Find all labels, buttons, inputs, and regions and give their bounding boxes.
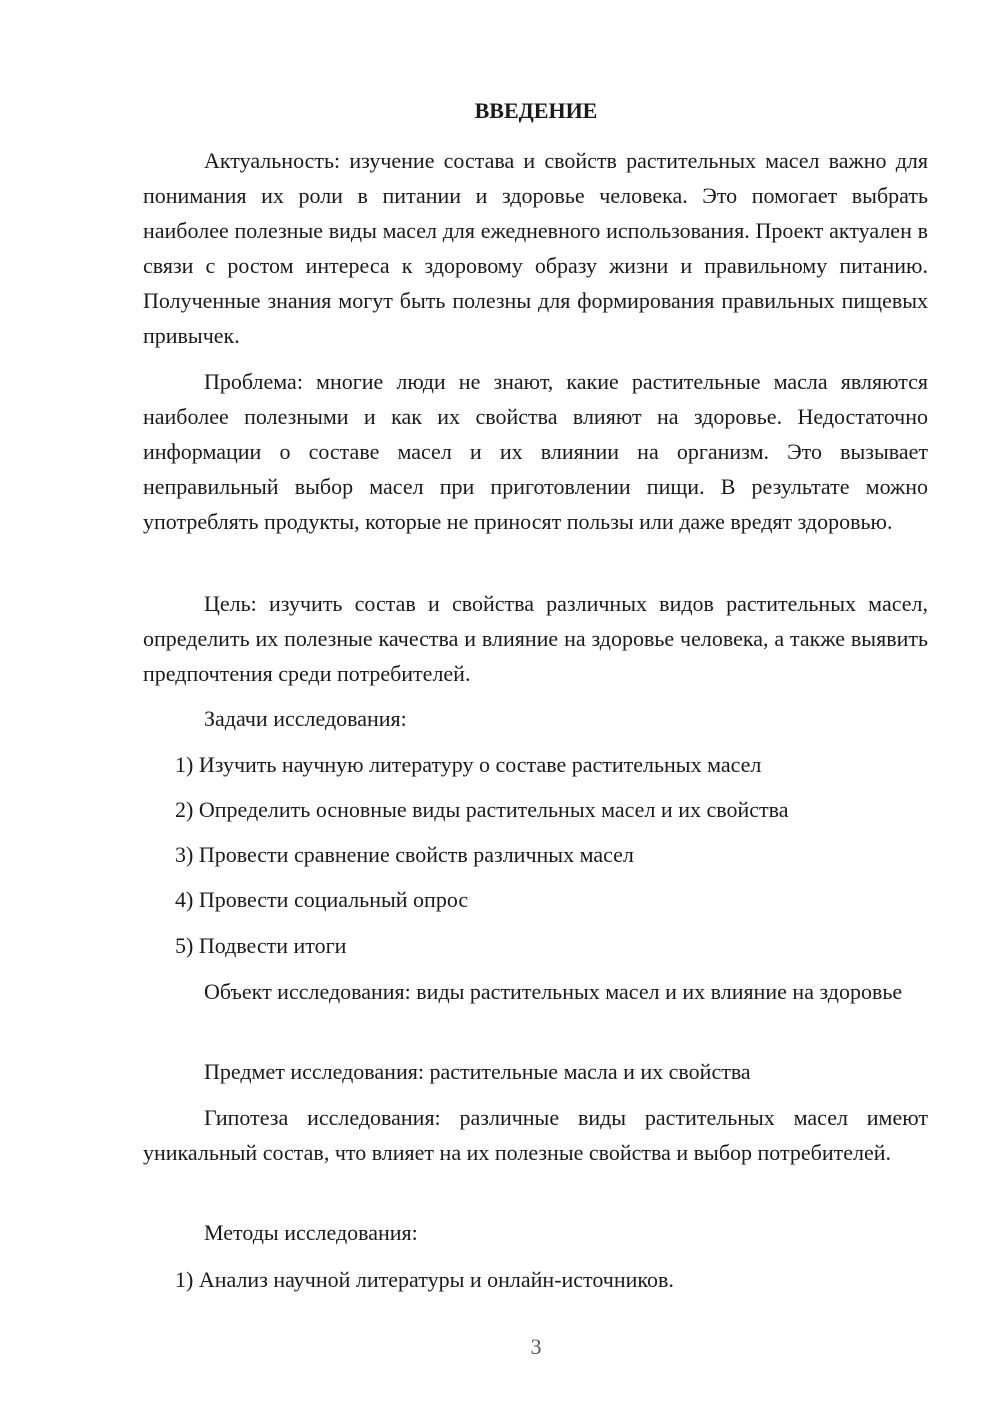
goal-paragraph: Цель: изучить состав и свойства различных видов растительных масел, определить их полезные качества и влияние на здоровье человека, а также выявить предпочтения среди потребителей. xyxy=(143,591,928,686)
hypothesis-paragraph: Гипотеза исследования: различные виды растительных масел имеют уникальный состав, что влияет на их полезные свойства и выбор потребителей. xyxy=(143,1105,928,1165)
methods-heading: Методы исследования: xyxy=(204,1220,418,1245)
problem-paragraph: Проблема: многие люди не знают, какие растительные масла являются наиболее полезными и как их свойства влияют на здоровье. Недостаточно информации о составе масел и их влиянии на организм. Это вызывает неправильный выбор масел при приготовлении пищи. В результате можно употреблять продукты, которые не приносят пользы или даже вредят здоровью. xyxy=(143,369,928,534)
task-item-1: 1) Изучить научную литературу о составе растительных масел xyxy=(175,752,762,777)
relevance-paragraph: Актуальность: изучение состава и свойств растительных масел важно для понимания их роли в питании и здоровье человека. Это помогает выбрать наиболее полезные виды масел для ежедневного использования. Проект актуален в связи с ростом интереса к здоровому образу жизни и правильному питанию. Полученные знания могут быть полезны для формирования правильных пищевых привычек. xyxy=(143,148,928,348)
object-paragraph: Объект исследования: виды растительных масел и их влияние на здоровье xyxy=(204,979,903,1004)
task-item-3: 3) Провести сравнение свойств различных масел xyxy=(175,842,634,867)
task-item-5: 5) Подвести итоги xyxy=(175,933,347,958)
task-item-4: 4) Провести социальный опрос xyxy=(175,887,469,912)
method-item-1: 1) Анализ научной литературы и онлайн-источников. xyxy=(175,1267,674,1292)
subject-paragraph: Предмет исследования: растительные масла и их свойства xyxy=(204,1059,751,1084)
page-number: 3 xyxy=(530,1334,542,1359)
page-title: ВВЕДЕНИЕ xyxy=(474,98,598,123)
task-item-2: 2) Определить основные виды растительных масел и их свойства xyxy=(175,797,789,822)
tasks-heading: Задачи исследования: xyxy=(204,706,407,731)
